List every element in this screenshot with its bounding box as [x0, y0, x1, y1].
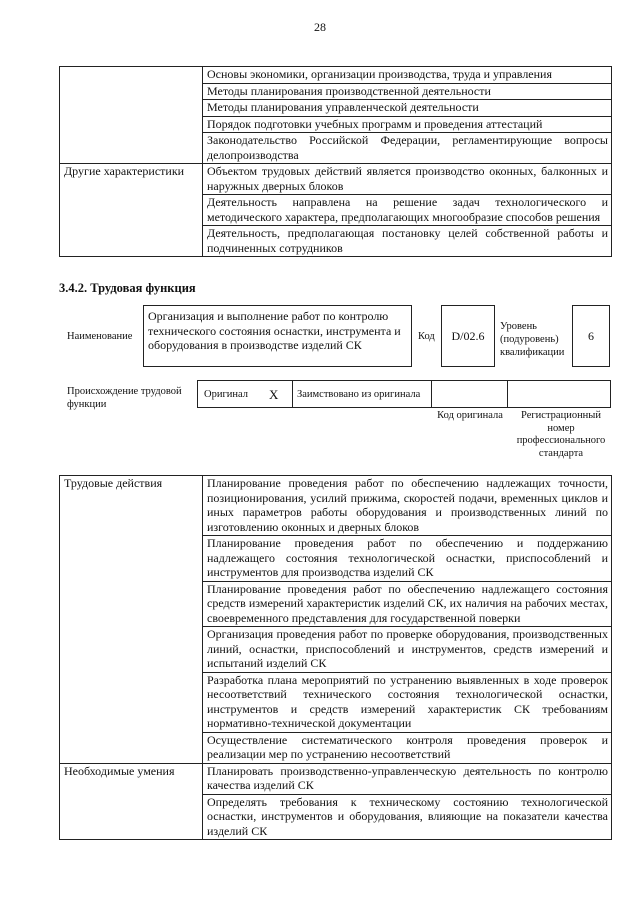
borrowed-label: Заимствовано из оригинала — [297, 389, 421, 400]
characteristics-table — [59, 66, 612, 257]
list-item: Планировать производственно-управленческую деятельность по контролю качества изделий СК — [203, 763, 612, 794]
page-number: 28 — [314, 20, 326, 34]
list-item: Планирование проведения работ по обеспечению надлежащих точности, позиционирования, усилий прижима, скоростей подачи, временных циклов и иных параметров работы оборудования и производственных линий по изготовлению оконных и дверных блоков — [203, 476, 612, 536]
original-mark: X — [269, 387, 279, 402]
reg-number-cell — [507, 380, 611, 408]
list-item: Планирование проведения работ по обеспечению и поддержанию надлежащего состояния технологической оснастки, приспособлений и инструментов для производства изделий СК — [203, 536, 612, 582]
code-original-caption: Код оригинала — [437, 410, 503, 421]
original-cell — [197, 380, 293, 408]
table-row — [60, 67, 612, 84]
list-item: Разработка плана мероприятий по устранению выявленных в ходе проверок несоответствий технического состояния технологической оснастки, инструментов и средств измерений характеристик СК требованиям нормативно-технической документации — [203, 672, 612, 732]
functions-table — [59, 475, 612, 840]
list-item: Определять требования к техническому состоянию технологической оснастки, инструментов и оборудования, влияющие на показатели качества изделий СК — [203, 794, 612, 840]
borrowed-cell — [292, 380, 432, 408]
name-value: Организация и выполнение работ по контролю технического состояния оснастки, инструмента и оборудования в производстве изделий СК — [143, 305, 412, 367]
list-item: Методы планирования управленческой деятельности — [203, 100, 612, 117]
list-item: Основы экономики, организации производства, труда и управления — [203, 67, 612, 84]
original-label: Оригинал — [204, 389, 248, 400]
list-item: Законодательство Российской Федерации, регламентирующие вопросы делопроизводства — [203, 133, 612, 164]
table-row — [60, 763, 612, 794]
list-item: Осуществление систематического контроля проведения проверок и реализации мер по устранению несоответствий — [203, 732, 612, 763]
list-item: Планирование проведения работ по обеспечению надлежащего состояния средств измерений характеристик изделий СК, их наличия на рабочих местах, своевременного представления для государственной поверки — [203, 581, 612, 627]
row-label: Трудовые действия — [60, 476, 203, 764]
level-value: 6 — [572, 305, 610, 367]
list-item: Методы планирования производственной деятельности — [203, 83, 612, 100]
code-label: Код — [418, 331, 435, 342]
row-label — [60, 67, 203, 164]
row-label: Необходимые умения — [60, 763, 203, 840]
name-label: Наименование — [67, 331, 133, 342]
table-row — [60, 476, 612, 536]
list-item: Объектом трудовых действий является производство оконных, балконных и наружных дверных блоков — [203, 164, 612, 195]
level-label: Уровень (подуровень) квалификации — [500, 321, 565, 358]
list-item: Деятельность направлена на решение задач технологического и методического характера, предполагающих многообразие способов решения — [203, 195, 612, 226]
reg-number-caption: Регистрационный номер профессионального стандарта — [516, 410, 606, 459]
original-code-cell — [431, 380, 508, 408]
row-label: Другие характеристики — [60, 164, 203, 257]
list-item: Порядок подготовки учебных программ и проведения аттестаций — [203, 116, 612, 133]
table-row — [60, 164, 612, 195]
origin-label: Происхождение трудовой функции — [67, 386, 182, 410]
section-title: 3.4.2. Трудовая функция — [59, 281, 196, 295]
code-value: D/02.6 — [441, 305, 495, 367]
list-item: Организация проведения работ по проверке оборудования, производственных линий, оснастки, приспособлений и инструментов, средств измерений и испытаний изделий СК — [203, 627, 612, 673]
list-item: Деятельность, предполагающая постановку целей собственной работы и подчиненных сотрудников — [203, 226, 612, 257]
